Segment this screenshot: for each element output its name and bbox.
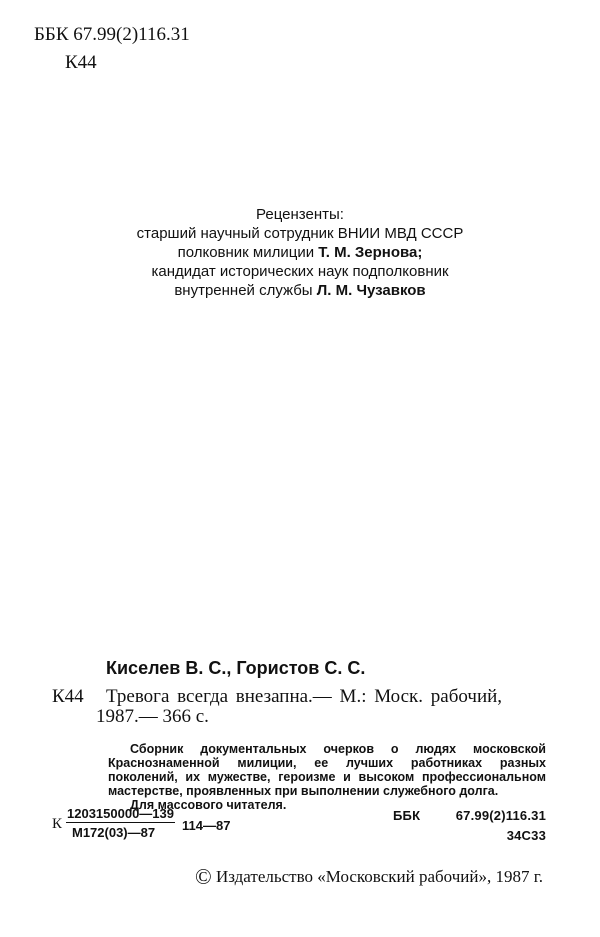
reviewer-line bbox=[0, 243, 600, 262]
record-code: К44 bbox=[52, 686, 84, 707]
reviewer-rank: полковник милиции bbox=[177, 244, 315, 261]
book-title: Тревога всегда внезапна.— М.: Моск. рабочий, bbox=[106, 686, 503, 707]
authors: Киселев В. С., Гористов С. С. bbox=[106, 658, 366, 678]
annotation bbox=[108, 742, 546, 812]
annotation-text: Сборник документальных очерков о людях московской Краснознаменной милиции, ее лучших работниках разных поколений, их мужестве, героизме и высоком профессиональном мастерстве, проявленных при выполнении служебного долга. bbox=[108, 742, 546, 798]
index-denominator: М172(03)—87 bbox=[72, 825, 156, 840]
index-k: К bbox=[52, 816, 63, 832]
reviewers-block bbox=[0, 205, 600, 300]
reviewer-name: Л. М. Чузавков bbox=[316, 282, 426, 299]
reviewers-title: Рецензенты: bbox=[256, 206, 344, 223]
bbk-header: ББК 67.99(2)116.31 bbox=[34, 24, 190, 45]
reviewer-line bbox=[0, 281, 600, 300]
audience: Для массового читателя. bbox=[130, 798, 287, 812]
copyright-icon: © bbox=[195, 864, 212, 889]
reviewer-line: кандидат исторических наук подполковник bbox=[151, 263, 449, 280]
reviewer-rank: внутренней службы bbox=[174, 282, 313, 299]
index-numerator: 1203150000—139 bbox=[67, 806, 174, 821]
author-code: К44 bbox=[65, 52, 97, 73]
copyright-line bbox=[195, 864, 543, 890]
bbk-label: ББК bbox=[393, 808, 421, 823]
copyright-text: Издательство «Московский рабочий», 1987 г. bbox=[215, 867, 544, 886]
reviewer-name: Т. М. Зернова; bbox=[318, 244, 423, 261]
reviewer-line: старший научный сотрудник ВНИИ МВД СССР bbox=[136, 225, 464, 242]
code-34c33: 34С33 bbox=[506, 828, 546, 843]
book-year-pages: 1987.— 366 с. bbox=[96, 706, 209, 727]
bbk-value: 67.99(2)116.31 bbox=[455, 808, 546, 823]
index-tail: 114—87 bbox=[182, 818, 231, 833]
